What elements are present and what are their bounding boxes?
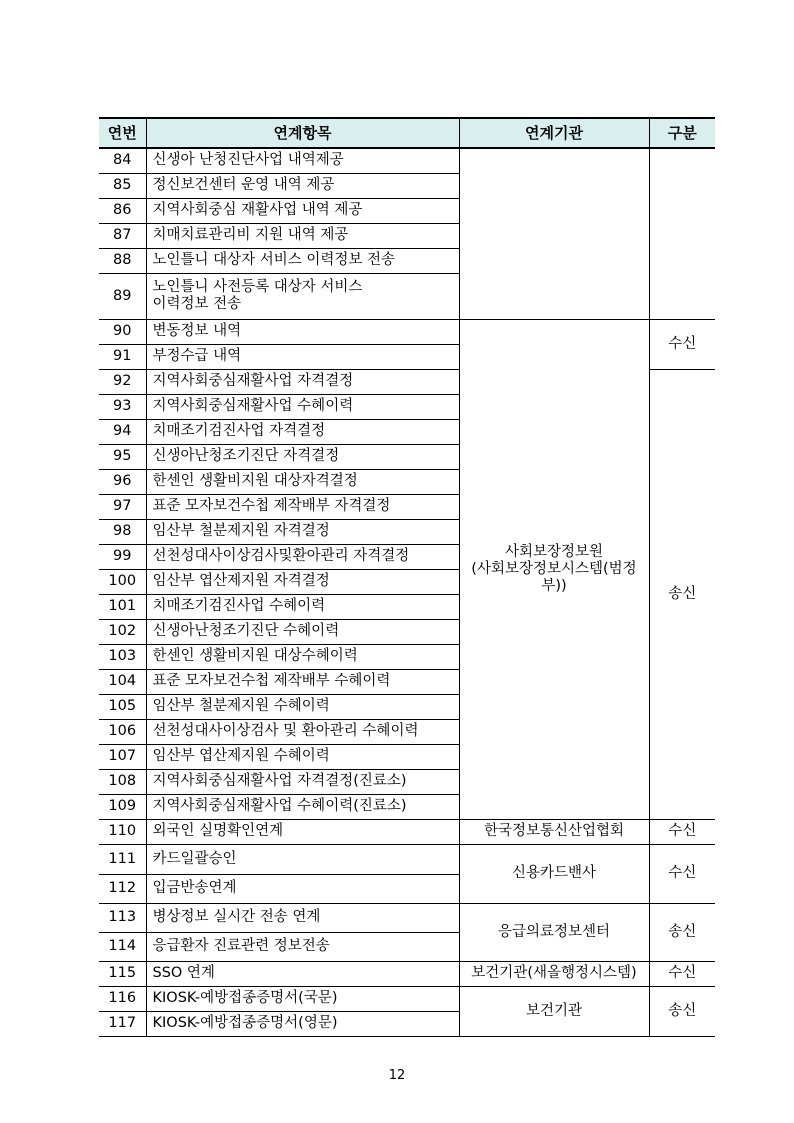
row-item: 한센인 생활비지원 대상수혜이력: [146, 644, 459, 669]
division-cell: 수신: [649, 319, 715, 369]
row-item: 지역사회중심재활사업 자격결정(진료소): [146, 769, 459, 794]
division-cell: 수신: [649, 844, 715, 903]
row-item: 변동정보 내역: [146, 319, 459, 344]
row-number: 85: [99, 173, 146, 198]
row-item: 병상정보 실시간 전송 연계: [146, 903, 459, 932]
row-item: 응급환자 진료관련 정보전송: [146, 932, 459, 961]
row-number: 108: [99, 769, 146, 794]
row-number: 95: [99, 444, 146, 469]
row-item: 치매치료관리비 지원 내역 제공: [146, 223, 459, 248]
row-number: 93: [99, 394, 146, 419]
row-number: 113: [99, 903, 146, 932]
row-item: 카드일괄승인: [146, 844, 459, 874]
row-number: 116: [99, 986, 146, 1011]
linkage-table: [99, 117, 715, 1037]
row-number: 87: [99, 223, 146, 248]
row-number: 101: [99, 594, 146, 619]
division-cell: 수신: [649, 819, 715, 844]
row-number: 99: [99, 544, 146, 569]
table-row: [99, 961, 715, 986]
row-item: [146, 273, 459, 319]
row-number: 103: [99, 644, 146, 669]
org-cell-kait: 한국정보통신산업협회: [459, 819, 649, 844]
row-item: 선천성대사이상검사 및 환아관리 수혜이력: [146, 719, 459, 744]
row-number: 111: [99, 844, 146, 874]
row-number: 84: [99, 148, 146, 173]
row-item: 임산부 철분제지원 자격결정: [146, 519, 459, 544]
row-item: 표준 모자보건수첩 제작배부 자격결정: [146, 494, 459, 519]
header-no: 연번: [99, 118, 146, 148]
row-number: 117: [99, 1011, 146, 1036]
org-cell-card: 신용카드밴사: [459, 844, 649, 903]
row-item: 치매조기검진사업 수혜이력: [146, 594, 459, 619]
row-number: 112: [99, 874, 146, 903]
row-number: 107: [99, 744, 146, 769]
row-item: 지역사회중심재활사업 자격결정: [146, 369, 459, 394]
row-number: 92: [99, 369, 146, 394]
header-org: 연계기관: [459, 118, 649, 148]
row-item: 표준 모자보건수첩 제작배부 수혜이력: [146, 669, 459, 694]
row-item: 임산부 엽산제지원 수혜이력: [146, 744, 459, 769]
row-item: 부정수급 내역: [146, 344, 459, 369]
row-item: 선천성대사이상검사및환아관리 자격결정: [146, 544, 459, 569]
row-item: 임산부 엽산제지원 자격결정: [146, 569, 459, 594]
page-number: 12: [388, 1068, 406, 1083]
row-item: 외국인 실명확인연계: [146, 819, 459, 844]
row-item: 지역사회중심재활사업 수혜이력(진료소): [146, 794, 459, 819]
division-cell: 송신: [649, 369, 715, 819]
row-number: 98: [99, 519, 146, 544]
row-item-line2: 이력정보 전송: [152, 296, 242, 312]
row-item: KIOSK-예방접종증명서(국문): [146, 986, 459, 1011]
row-number: 110: [99, 819, 146, 844]
row-number: 91: [99, 344, 146, 369]
row-item-line1: 노인틀니 사전등록 대상자 서비스: [152, 279, 363, 295]
table-row: [99, 844, 715, 874]
division-cell: 송신: [649, 903, 715, 961]
org-cell-emergency: 응급의료정보센터: [459, 903, 649, 961]
division-cell: 송신: [649, 986, 715, 1036]
org-cell-health-new: 보건기관(새올행정시스템): [459, 961, 649, 986]
row-item: SSO 연계: [146, 961, 459, 986]
row-number: 89: [99, 273, 146, 319]
row-number: 88: [99, 248, 146, 273]
row-item: 입금반송연계: [146, 874, 459, 903]
row-item: 임산부 철분제지원 수혜이력: [146, 694, 459, 719]
row-item: 한센인 생활비지원 대상자격결정: [146, 469, 459, 494]
row-number: 97: [99, 494, 146, 519]
row-number: 90: [99, 319, 146, 344]
row-item: 신생아난청조기진단 수혜이력: [146, 619, 459, 644]
org-ssis-system: (사회보장정보시스템(범정부)): [471, 560, 637, 594]
row-number: 114: [99, 932, 146, 961]
division-cell: 수신: [649, 961, 715, 986]
org-cell-health: 보건기관: [459, 986, 649, 1036]
row-number: 100: [99, 569, 146, 594]
header-division: 구분: [649, 118, 715, 148]
row-number: 104: [99, 669, 146, 694]
table-row: [99, 319, 715, 344]
division-cell-empty: [649, 148, 715, 319]
row-number: 102: [99, 619, 146, 644]
row-item: 신생아 난청진단사업 내역제공: [146, 148, 459, 173]
org-cell-empty: [459, 148, 649, 319]
table-row: [99, 986, 715, 1011]
org-ssis-name: 사회보장정보원: [504, 543, 604, 560]
row-item: 정신보건센터 운영 내역 제공: [146, 173, 459, 198]
header-item: 연계항목: [146, 118, 459, 148]
row-number: 115: [99, 961, 146, 986]
row-item: 노인틀니 대상자 서비스 이력정보 전송: [146, 248, 459, 273]
row-item: KIOSK-예방접종증명서(영문): [146, 1011, 459, 1036]
row-item: 지역사회중심 재활사업 내역 제공: [146, 198, 459, 223]
table-row: [99, 148, 715, 173]
table-header-row: [99, 118, 715, 148]
row-item: 치매조기검진사업 자격결정: [146, 419, 459, 444]
table-row: [99, 819, 715, 844]
row-item: 지역사회중심재활사업 수혜이력: [146, 394, 459, 419]
row-number: 106: [99, 719, 146, 744]
row-number: 94: [99, 419, 146, 444]
row-number: 109: [99, 794, 146, 819]
row-number: 105: [99, 694, 146, 719]
row-number: 86: [99, 198, 146, 223]
table-row: [99, 903, 715, 932]
row-item: 신생아난청조기진단 자격결정: [146, 444, 459, 469]
org-cell-ssis: [459, 319, 649, 819]
row-number: 96: [99, 469, 146, 494]
